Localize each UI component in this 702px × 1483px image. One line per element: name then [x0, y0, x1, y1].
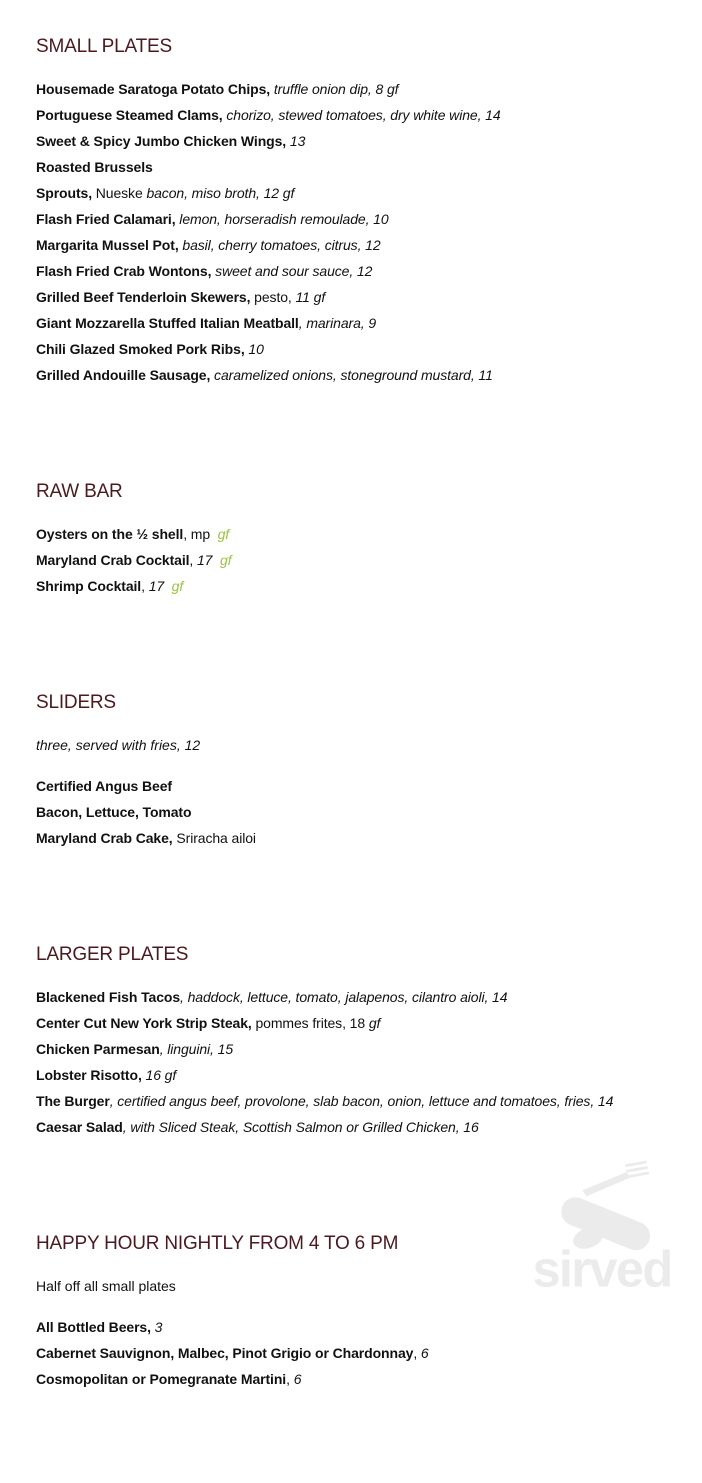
- item-detail: 11 gf: [295, 289, 326, 305]
- item-name: Lobster Risotto,: [36, 1067, 142, 1083]
- menu-item: [36, 1114, 686, 1140]
- menu-item: [36, 799, 686, 825]
- gluten-free-tag: gf: [171, 578, 184, 594]
- menu-item: [36, 336, 686, 362]
- item-detail: Sriracha ailoi: [172, 830, 256, 846]
- item-name: The Burger: [36, 1093, 110, 1109]
- item-name: Caesar Salad: [36, 1119, 123, 1135]
- menu-item: [36, 362, 686, 388]
- menu-item: [36, 102, 686, 128]
- menu-item: [36, 1366, 686, 1392]
- menu-item: [36, 180, 686, 206]
- item-detail: chorizo, stewed tomatoes, dry white wine, 14: [222, 107, 501, 123]
- item-name: Grilled Andouille Sausage,: [36, 367, 211, 383]
- item-detail: Half off all small plates: [36, 1278, 176, 1294]
- item-detail: basil, cherry tomatoes, citrus, 12: [178, 237, 381, 253]
- item-detail: ,: [413, 1345, 421, 1361]
- gluten-free-tag: gf: [219, 552, 232, 568]
- item-detail: , with Sliced Steak, Scottish Salmon or Grilled Chicken, 16: [122, 1119, 479, 1135]
- watermark-text: sirved: [532, 1240, 672, 1292]
- section-sliders: [36, 690, 686, 851]
- item-name: Maryland Crab Cake,: [36, 830, 173, 846]
- item-name: Roasted Brussels: [36, 159, 153, 175]
- menu-item: [36, 1036, 686, 1062]
- item-detail: Nueske: [91, 185, 147, 201]
- menu-item: [36, 284, 686, 310]
- item-name: Chili Glazed Smoked Pork Ribs,: [36, 341, 245, 357]
- item-name: Giant Mozzarella Stuffed Italian Meatball: [36, 315, 299, 331]
- section-heading: RAW BAR: [36, 481, 123, 502]
- item-name: Flash Fried Calamari,: [36, 211, 176, 227]
- menu-item: [36, 1340, 686, 1366]
- item-detail: ,: [141, 578, 149, 594]
- menu-item: [36, 521, 686, 547]
- item-detail: lemon, horseradish remoulade, 10: [175, 211, 389, 227]
- item-name: Chicken Parmesan: [36, 1041, 160, 1057]
- item-detail: 3: [150, 1319, 163, 1335]
- item-detail: bacon, miso broth, 12 gf: [146, 185, 295, 201]
- item-name: All Bottled Beers,: [36, 1319, 151, 1335]
- item-name: Maryland Crab Cocktail: [36, 552, 190, 568]
- item-detail: 17: [148, 578, 172, 594]
- section-intro: [36, 732, 686, 758]
- item-detail: , haddock, lettuce, tomato, jalapenos, cilantro aioli, 14: [180, 989, 508, 1005]
- menu-item: [36, 573, 686, 599]
- item-name: Bacon, Lettuce, Tomato: [36, 804, 192, 820]
- item-detail: ,: [189, 552, 197, 568]
- item-detail: ,: [286, 1371, 294, 1387]
- section-intro: [36, 1273, 686, 1299]
- item-name: Housemade Saratoga Potato Chips,: [36, 81, 271, 97]
- item-detail: sweet and sour sauce, 12: [211, 263, 373, 279]
- item-name: Sweet & Spicy Jumbo Chicken Wings,: [36, 133, 287, 149]
- item-detail: 6: [293, 1371, 302, 1387]
- item-detail: gf: [368, 1015, 381, 1031]
- gluten-free-tag: gf: [217, 526, 230, 542]
- item-name: Grilled Beef Tenderloin Skewers,: [36, 289, 251, 305]
- item-detail: 10: [244, 341, 264, 357]
- menu-item: [36, 154, 686, 180]
- menu-item: [36, 258, 686, 284]
- item-name: Cabernet Sauvignon, Malbec, Pinot Grigio or Chardonnay: [36, 1345, 414, 1361]
- menu-item: [36, 310, 686, 336]
- item-detail: three, served with fries, 12: [36, 737, 201, 753]
- item-name: Margarita Mussel Pot,: [36, 237, 179, 253]
- item-name: Blackened Fish Tacos: [36, 989, 181, 1005]
- item-detail: 17: [197, 552, 220, 568]
- menu-item: [36, 128, 686, 154]
- item-detail: truffle onion dip, 8 gf: [270, 81, 399, 97]
- item-detail: 16 gf: [141, 1067, 177, 1083]
- menu-item: [36, 984, 686, 1010]
- item-detail: , linguini, 15: [159, 1041, 234, 1057]
- item-name: Sprouts,: [36, 185, 92, 201]
- item-name: Flash Fried Crab Wontons,: [36, 263, 212, 279]
- item-detail: caramelized onions, stoneground mustard, 11: [210, 367, 493, 383]
- item-name: Oysters on the ½ shell: [36, 526, 184, 542]
- menu-item: [36, 547, 686, 573]
- menu-item: [36, 773, 686, 799]
- menu-item: [36, 825, 686, 851]
- item-detail: , marinara, 9: [298, 315, 377, 331]
- section-heading: HAPPY HOUR NIGHTLY FROM 4 TO 6 PM: [36, 1233, 399, 1254]
- item-detail: 6: [420, 1345, 429, 1361]
- menu-item: [36, 1314, 686, 1340]
- section-raw-bar: [36, 479, 686, 599]
- menu-item: [36, 1062, 686, 1088]
- section-happy-hour: [36, 1231, 686, 1392]
- item-name: Shrimp Cocktail: [36, 578, 142, 594]
- menu: [36, 34, 686, 1483]
- menu-item: [36, 232, 686, 258]
- menu-item: [36, 1010, 686, 1036]
- section-small-plates: [36, 34, 686, 388]
- item-detail: pesto,: [250, 289, 296, 305]
- item-name: Certified Angus Beef: [36, 778, 172, 794]
- item-name: Portuguese Steamed Clams,: [36, 107, 223, 123]
- section-larger-plates: [36, 942, 686, 1140]
- section-heading: SMALL PLATES: [36, 36, 172, 57]
- item-detail: , certified angus beef, provolone, slab bacon, onion, lettuce and tomatoes, fries, 14: [109, 1093, 614, 1109]
- menu-item: [36, 1088, 686, 1114]
- item-name: Cosmopolitan or Pomegranate Martini: [36, 1371, 287, 1387]
- item-detail: , mp: [183, 526, 218, 542]
- menu-item: [36, 76, 686, 102]
- section-heading: SLIDERS: [36, 692, 116, 713]
- section-heading: LARGER PLATES: [36, 944, 189, 965]
- item-name: Center Cut New York Strip Steak,: [36, 1015, 252, 1031]
- item-detail: pommes frites, 18: [251, 1015, 369, 1031]
- item-detail: 13: [286, 133, 306, 149]
- menu-item: [36, 206, 686, 232]
